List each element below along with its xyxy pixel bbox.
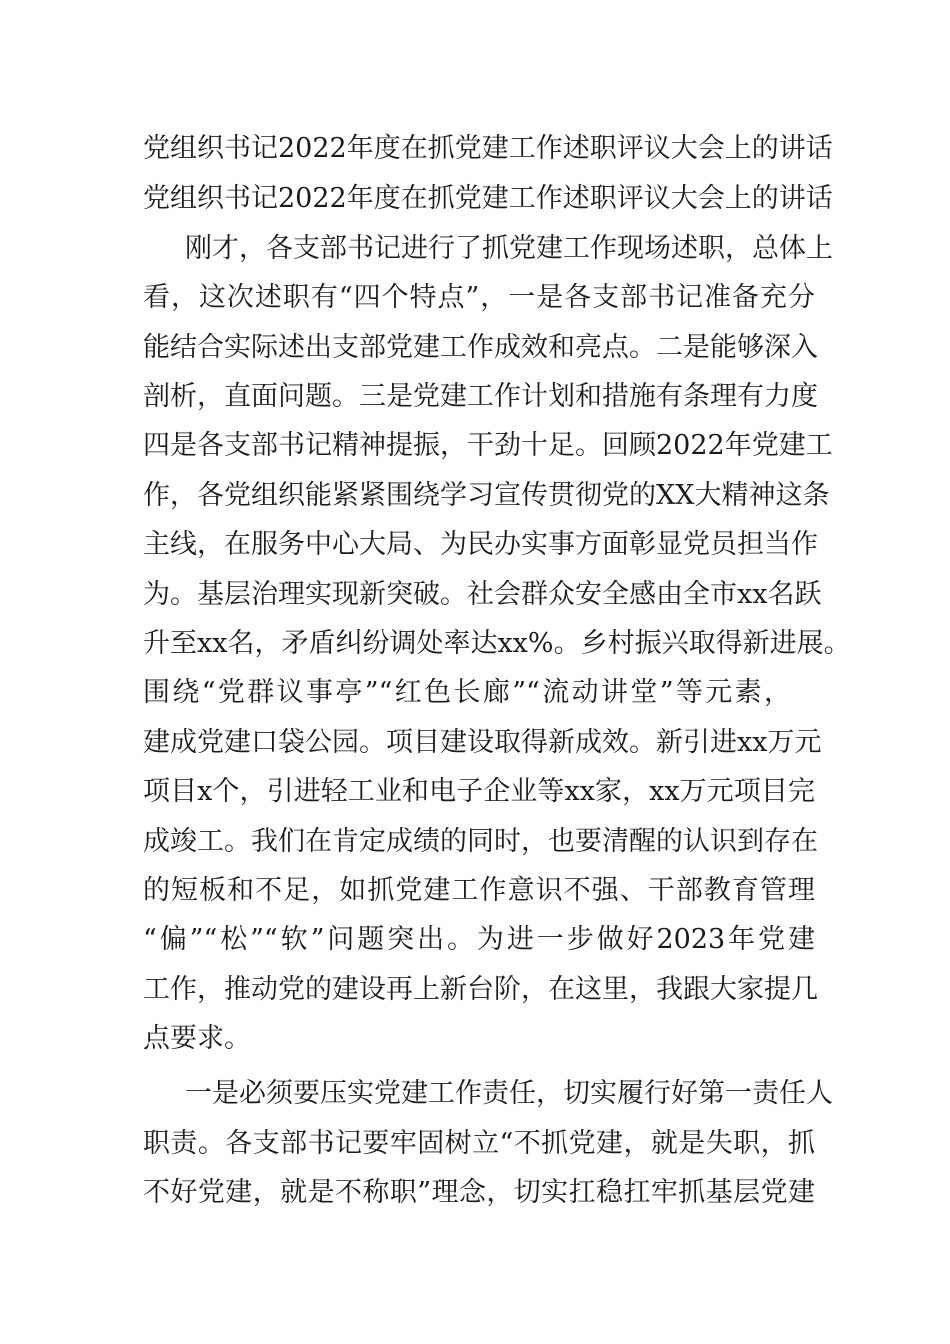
document-title-line-1: 党组织书记2022年度在抓党建工作述职评议大会上的讲话 [143,133,833,164]
body-line: 一是必须要压实党建工作责任，切实履行好第一责任人 [185,1078,833,1109]
body-line: 四是各支部书记精神提振，干劲十足。回顾2022年党建工 [143,430,833,461]
body-line: 作，各党组织能紧紧围绕学习宣传贯彻党的XX大精神这条 [143,480,830,511]
body-line: 刚才，各支部书记进行了抓党建工作现场述职，总体上 [185,233,833,264]
body-line: 看，这次述职有“四个特点”，一是各支部书记准备充分 [143,282,815,313]
body-line: 升至xx名，矛盾纠纷调处率达xx%。乡村振兴取得新进展。 [143,628,851,659]
body-line: 不好党建，就是不称职”理念，切实扛稳扛牢抓基层党建 [143,1177,815,1208]
body-line: 为。基层治理实现新突破。社会群众安全感由全市xx名跃 [143,579,822,610]
body-line: “偏”“松”“软”问题突出。为进一步做好2023年党建 [143,924,815,955]
body-line: 能结合实际述出支部党建工作成效和亮点。二是能够深入 [143,332,818,363]
body-line: 点要求。 [143,1023,251,1054]
body-line: 建成党建口袋公园。项目建设取得新成效。新引进xx万元 [143,727,822,758]
document-title-line-2: 党组织书记2022年度在抓党建工作述职评议大会上的讲话 [143,183,833,214]
body-line: 成竣工。我们在肯定成绩的同时，也要清醒的认识到存在 [143,826,818,857]
body-line: 项目x个，引进轻工业和电子企业等xx家，xx万元项目完 [143,776,815,807]
body-line: 主线，在服务中心大局、为民办实事方面彰显党员担当作 [143,529,818,560]
body-line: 工作，推动党的建设再上新台阶，在这里，我跟大家提几 [143,974,818,1005]
body-line: 职责。各支部书记要牢固树立“不抓党建，就是失职，抓 [143,1128,815,1159]
body-line: 围绕“党群议事亭”“红色长廊”“流动讲堂”等元素， [143,677,791,708]
body-line: 的短板和不足，如抓党建工作意识不强、干部教育管理 [143,875,815,906]
body-line: 剖析，直面问题。三是党建工作计划和措施有条理有力度 [143,381,818,412]
